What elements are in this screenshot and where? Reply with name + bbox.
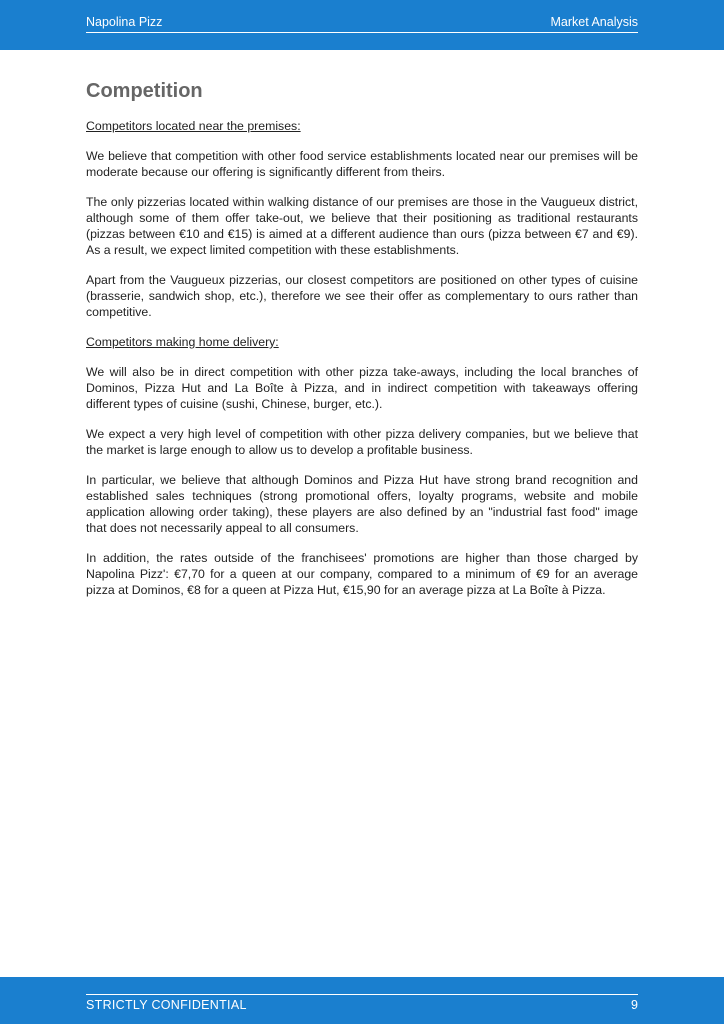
subsection-heading-premises: Competitors located near the premises: [86,119,301,133]
paragraph: Apart from the Vaugueux pizzerias, our closest competitors are positioned on other types of cuisine (brasserie, sandwich shop, etc.), therefore we see their offer as complementary to ours rather than competitive. [86,273,638,319]
section-title: Competition [86,80,203,102]
paragraph: The only pizzerias located within walking distance of our premises are those in the Vaugueux district, although some of them offer take-out, we believe that their positioning as traditional restaurants (pizzas between €10 and €15) is aimed at a different audience than ours (pizza between €7 and €9). As a result, we expect limited competition with these establishments. [86,195,638,257]
page-footer [0,977,724,1024]
header-section-name: Market Analysis [550,15,638,29]
paragraph: We believe that competition with other food service establishments located near our premises will be moderate because our offering is significantly different from theirs. [86,149,638,179]
header-divider [86,32,638,33]
header-company-name: Napolina Pizz [86,15,163,29]
confidentiality-notice: STRICTLY CONFIDENTIAL [86,998,247,1012]
subsection-heading-delivery: Competitors making home delivery: [86,335,279,349]
paragraph: We will also be in direct competition with other pizza take-aways, including the local branches of Dominos, Pizza Hut and La Boîte à Pizza, and in indirect competition with takeaways offering different types of cuisine (sushi, Chinese, burger, etc.). [86,365,638,411]
page-content [86,78,638,612]
footer-divider [86,994,638,995]
page-number: 9 [631,998,638,1012]
page-header [0,0,724,50]
paragraph: In particular, we believe that although Dominos and Pizza Hut have strong brand recognition and established sales techniques (strong promotional offers, loyalty programs, website and mobile application allowing order taking), these players are also defined by an "industrial fast food" image that does not necessarily appeal to all consumers. [86,473,638,535]
paragraph: In addition, the rates outside of the franchisees' promotions are higher than those charged by Napolina Pizz': €7,70 for a queen at our company, compared to a minimum of €9 for an average pizza at Dominos, €8 for a queen at Pizza Hut, €15,90 for an average pizza at La Boîte à Pizza. [86,551,638,597]
paragraph: We expect a very high level of competition with other pizza delivery companies, but we believe that the market is large enough to allow us to develop a profitable business. [86,427,638,457]
